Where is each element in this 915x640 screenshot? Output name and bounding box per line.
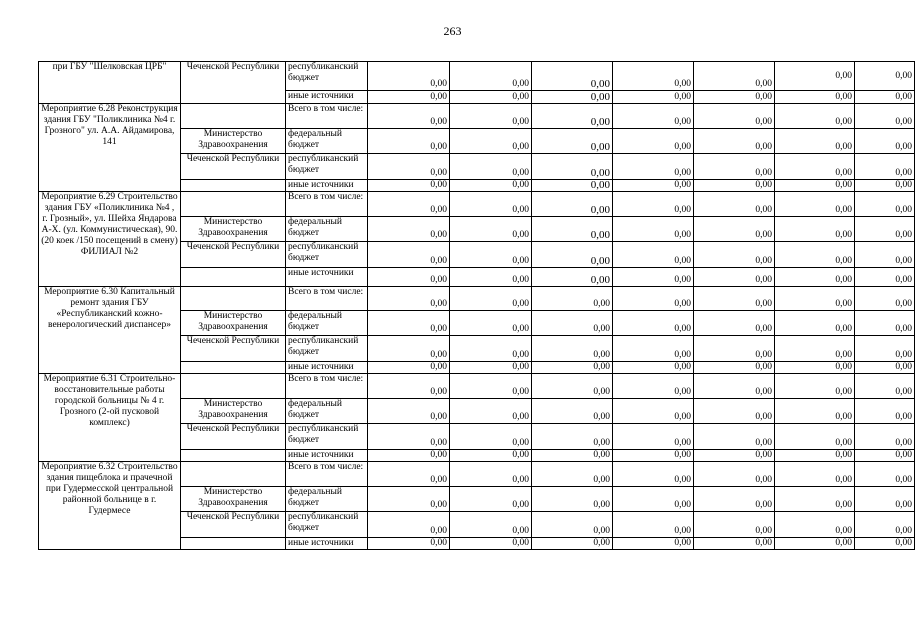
value-cell: 0,00 <box>775 450 855 462</box>
value-cell: 0,00 <box>532 487 613 512</box>
value-cell: 0,00 <box>450 336 532 362</box>
value-cell: 0,00 <box>613 512 694 538</box>
value-cell: 0,00 <box>613 192 694 217</box>
value-cell: 0,00 <box>613 91 694 104</box>
value-cell: 0,00 <box>694 268 775 287</box>
value-cell: 0,00 <box>368 362 450 374</box>
value-cell: 0,00 <box>775 242 855 268</box>
value-cell: 0,00 <box>613 287 694 311</box>
value-cell: 0,00 <box>613 424 694 450</box>
value-cell: 0,00 <box>694 180 775 192</box>
table-row <box>39 287 915 311</box>
value-cell: 0,00 <box>694 154 775 180</box>
table-row <box>39 62 915 91</box>
value-cell: 0,00 <box>855 180 915 192</box>
value-cell: 0,00 <box>532 242 613 268</box>
value-cell: 0,00 <box>368 104 450 129</box>
value-cell: 0,00 <box>368 154 450 180</box>
value-cell: 0,00 <box>775 217 855 242</box>
value-cell: 0,00 <box>613 129 694 154</box>
source-cell: Всего в том числе: <box>286 374 368 399</box>
value-cell: 0,00 <box>532 192 613 217</box>
value-cell: 0,00 <box>450 62 532 91</box>
value-cell: 0,00 <box>613 487 694 512</box>
value-cell: 0,00 <box>532 462 613 487</box>
value-cell: 0,00 <box>532 129 613 154</box>
value-cell: 0,00 <box>855 192 915 217</box>
value-cell: 0,00 <box>532 512 613 538</box>
value-cell: 0,00 <box>450 374 532 399</box>
responsible-cell <box>181 538 286 550</box>
value-cell: 0,00 <box>694 424 775 450</box>
budget-table <box>38 61 915 550</box>
value-cell: 0,00 <box>368 217 450 242</box>
value-cell: 0,00 <box>532 287 613 311</box>
value-cell: 0,00 <box>450 154 532 180</box>
value-cell: 0,00 <box>694 62 775 91</box>
table-row <box>39 374 915 399</box>
value-cell: 0,00 <box>855 91 915 104</box>
value-cell: 0,00 <box>775 62 855 91</box>
value-cell: 0,00 <box>775 487 855 512</box>
responsible-cell: Чеченской Республики <box>181 62 286 104</box>
value-cell: 0,00 <box>775 104 855 129</box>
source-cell: иные источники <box>286 538 368 550</box>
value-cell: 0,00 <box>368 242 450 268</box>
value-cell: 0,00 <box>775 192 855 217</box>
value-cell: 0,00 <box>775 268 855 287</box>
value-cell: 0,00 <box>775 287 855 311</box>
value-cell: 0,00 <box>694 399 775 424</box>
value-cell: 0,00 <box>694 242 775 268</box>
value-cell: 0,00 <box>450 512 532 538</box>
responsible-cell: Чеченской Республики <box>181 336 286 362</box>
value-cell: 0,00 <box>450 538 532 550</box>
value-cell: 0,00 <box>532 538 613 550</box>
value-cell: 0,00 <box>694 91 775 104</box>
value-cell: 0,00 <box>855 104 915 129</box>
responsible-cell <box>181 462 286 487</box>
value-cell: 0,00 <box>855 217 915 242</box>
value-cell: 0,00 <box>775 462 855 487</box>
source-cell: республиканский бюджет <box>286 154 368 180</box>
value-cell: 0,00 <box>532 180 613 192</box>
value-cell: 0,00 <box>613 336 694 362</box>
page-number: 263 <box>443 24 462 38</box>
value-cell: 0,00 <box>450 424 532 450</box>
source-cell: республиканский бюджет <box>286 512 368 538</box>
value-cell: 0,00 <box>694 217 775 242</box>
value-cell: 0,00 <box>775 154 855 180</box>
value-cell: 0,00 <box>368 512 450 538</box>
value-cell: 0,00 <box>613 217 694 242</box>
value-cell: 0,00 <box>613 62 694 91</box>
value-cell: 0,00 <box>368 180 450 192</box>
value-cell: 0,00 <box>450 362 532 374</box>
value-cell: 0,00 <box>368 287 450 311</box>
source-cell: иные источники <box>286 268 368 287</box>
value-cell: 0,00 <box>613 242 694 268</box>
value-cell: 0,00 <box>368 336 450 362</box>
value-cell: 0,00 <box>694 538 775 550</box>
measure-title: при ГБУ "Шелковская ЦРБ" <box>39 62 181 104</box>
value-cell: 0,00 <box>368 487 450 512</box>
source-cell: федеральный бюджет <box>286 399 368 424</box>
value-cell: 0,00 <box>613 362 694 374</box>
source-cell: республиканский бюджет <box>286 62 368 91</box>
value-cell: 0,00 <box>368 311 450 336</box>
value-cell: 0,00 <box>532 217 613 242</box>
responsible-cell <box>181 268 286 287</box>
value-cell: 0,00 <box>613 462 694 487</box>
value-cell: 0,00 <box>694 104 775 129</box>
source-cell: Всего в том числе: <box>286 287 368 311</box>
value-cell: 0,00 <box>450 91 532 104</box>
measure-title: Мероприятие 6.30 Капитальный ремонт здания ГБУ «Республиканский кожно-венерологический диспансер» <box>39 287 181 374</box>
value-cell: 0,00 <box>694 450 775 462</box>
value-cell: 0,00 <box>855 62 915 91</box>
value-cell: 0,00 <box>368 538 450 550</box>
value-cell: 0,00 <box>613 104 694 129</box>
value-cell: 0,00 <box>450 487 532 512</box>
value-cell: 0,00 <box>775 311 855 336</box>
value-cell: 0,00 <box>368 91 450 104</box>
table-row <box>39 462 915 487</box>
source-cell: федеральный бюджет <box>286 129 368 154</box>
responsible-cell <box>181 287 286 311</box>
source-cell: республиканский бюджет <box>286 336 368 362</box>
source-cell: федеральный бюджет <box>286 217 368 242</box>
responsible-cell <box>181 374 286 399</box>
value-cell: 0,00 <box>532 104 613 129</box>
value-cell: 0,00 <box>775 424 855 450</box>
value-cell: 0,00 <box>532 399 613 424</box>
measure-title: Мероприятие 6.31 Строительно-восстановительные работы городской больницы № 4 г. Грозного (2-ой пусковой комплекс) <box>39 374 181 462</box>
value-cell: 0,00 <box>613 538 694 550</box>
value-cell: 0,00 <box>613 311 694 336</box>
value-cell: 0,00 <box>613 154 694 180</box>
value-cell: 0,00 <box>855 336 915 362</box>
value-cell: 0,00 <box>450 399 532 424</box>
source-cell: республиканский бюджет <box>286 242 368 268</box>
value-cell: 0,00 <box>775 362 855 374</box>
value-cell: 0,00 <box>613 268 694 287</box>
value-cell: 0,00 <box>450 268 532 287</box>
value-cell: 0,00 <box>368 424 450 450</box>
source-cell: Всего в том числе: <box>286 192 368 217</box>
responsible-cell <box>181 180 286 192</box>
value-cell: 0,00 <box>855 424 915 450</box>
value-cell: 0,00 <box>532 91 613 104</box>
measure-title: Мероприятие 6.28 Реконструкция здания ГБУ "Поликлиника №4 г. Грозного" ул. А.А. Айдамирова, 141 <box>39 104 181 192</box>
value-cell: 0,00 <box>532 268 613 287</box>
value-cell: 0,00 <box>775 129 855 154</box>
value-cell: 0,00 <box>694 311 775 336</box>
value-cell: 0,00 <box>775 538 855 550</box>
source-cell: федеральный бюджет <box>286 487 368 512</box>
value-cell: 0,00 <box>855 512 915 538</box>
responsible-cell <box>181 192 286 217</box>
value-cell: 0,00 <box>532 62 613 91</box>
value-cell: 0,00 <box>532 374 613 399</box>
value-cell: 0,00 <box>855 538 915 550</box>
value-cell: 0,00 <box>532 154 613 180</box>
value-cell: 0,00 <box>450 462 532 487</box>
value-cell: 0,00 <box>532 450 613 462</box>
value-cell: 0,00 <box>855 287 915 311</box>
value-cell: 0,00 <box>855 268 915 287</box>
measure-title: Мероприятие 6.32 Строительство здания пищеблока и прачечной при Гудермесской центральной районной больнице в г. Гудермесе <box>39 462 181 550</box>
responsible-cell: Министерство Здравоохранения <box>181 487 286 512</box>
table-row <box>39 192 915 217</box>
source-cell: республиканский бюджет <box>286 424 368 450</box>
value-cell: 0,00 <box>613 374 694 399</box>
responsible-cell: Министерство Здравоохранения <box>181 399 286 424</box>
value-cell: 0,00 <box>368 399 450 424</box>
value-cell: 0,00 <box>775 399 855 424</box>
responsible-cell: Чеченской Республики <box>181 512 286 538</box>
responsible-cell <box>181 104 286 129</box>
value-cell: 0,00 <box>368 129 450 154</box>
value-cell: 0,00 <box>450 180 532 192</box>
value-cell: 0,00 <box>368 62 450 91</box>
value-cell: 0,00 <box>775 91 855 104</box>
value-cell: 0,00 <box>613 180 694 192</box>
value-cell: 0,00 <box>368 374 450 399</box>
value-cell: 0,00 <box>855 362 915 374</box>
value-cell: 0,00 <box>694 362 775 374</box>
responsible-cell: Чеченской Республики <box>181 424 286 450</box>
measure-title: Мероприятие 6.29 Строительство здания ГБУ «Поликлиника №4 , г. Грозный», ул. Шейха Яндарова А-Х. (ул. Коммунистическая), 90. (20 коек /150 посещений в смену) ФИЛИАЛ №2 <box>39 192 181 287</box>
value-cell: 0,00 <box>775 180 855 192</box>
responsible-cell: Чеченской Республики <box>181 154 286 180</box>
value-cell: 0,00 <box>694 462 775 487</box>
value-cell: 0,00 <box>855 154 915 180</box>
value-cell: 0,00 <box>450 311 532 336</box>
source-cell: иные источники <box>286 450 368 462</box>
value-cell: 0,00 <box>855 242 915 268</box>
value-cell: 0,00 <box>368 462 450 487</box>
source-cell: Всего в том числе: <box>286 462 368 487</box>
value-cell: 0,00 <box>855 374 915 399</box>
value-cell: 0,00 <box>855 487 915 512</box>
source-cell: федеральный бюджет <box>286 311 368 336</box>
value-cell: 0,00 <box>694 512 775 538</box>
value-cell: 0,00 <box>613 399 694 424</box>
budget-table-body <box>39 62 915 550</box>
value-cell: 0,00 <box>532 311 613 336</box>
value-cell: 0,00 <box>775 374 855 399</box>
value-cell: 0,00 <box>855 462 915 487</box>
value-cell: 0,00 <box>855 399 915 424</box>
value-cell: 0,00 <box>694 287 775 311</box>
table-row <box>39 104 915 129</box>
responsible-cell: Чеченской Республики <box>181 242 286 268</box>
value-cell: 0,00 <box>450 242 532 268</box>
responsible-cell: Министерство Здравоохранения <box>181 311 286 336</box>
value-cell: 0,00 <box>368 268 450 287</box>
value-cell: 0,00 <box>694 336 775 362</box>
value-cell: 0,00 <box>855 129 915 154</box>
source-cell: Всего в том числе: <box>286 104 368 129</box>
value-cell: 0,00 <box>694 374 775 399</box>
value-cell: 0,00 <box>368 450 450 462</box>
value-cell: 0,00 <box>450 129 532 154</box>
value-cell: 0,00 <box>855 311 915 336</box>
value-cell: 0,00 <box>450 287 532 311</box>
value-cell: 0,00 <box>450 450 532 462</box>
value-cell: 0,00 <box>613 450 694 462</box>
source-cell: иные источники <box>286 362 368 374</box>
value-cell: 0,00 <box>694 129 775 154</box>
responsible-cell <box>181 362 286 374</box>
value-cell: 0,00 <box>450 104 532 129</box>
responsible-cell: Министерство Здравоохранения <box>181 129 286 154</box>
value-cell: 0,00 <box>775 336 855 362</box>
value-cell: 0,00 <box>450 217 532 242</box>
value-cell: 0,00 <box>694 192 775 217</box>
value-cell: 0,00 <box>368 192 450 217</box>
value-cell: 0,00 <box>450 192 532 217</box>
value-cell: 0,00 <box>532 336 613 362</box>
source-cell: иные источники <box>286 91 368 104</box>
responsible-cell: Министерство Здравоохранения <box>181 217 286 242</box>
value-cell: 0,00 <box>532 362 613 374</box>
value-cell: 0,00 <box>775 512 855 538</box>
responsible-cell <box>181 450 286 462</box>
value-cell: 0,00 <box>532 424 613 450</box>
source-cell: иные источники <box>286 180 368 192</box>
value-cell: 0,00 <box>855 450 915 462</box>
value-cell: 0,00 <box>694 487 775 512</box>
